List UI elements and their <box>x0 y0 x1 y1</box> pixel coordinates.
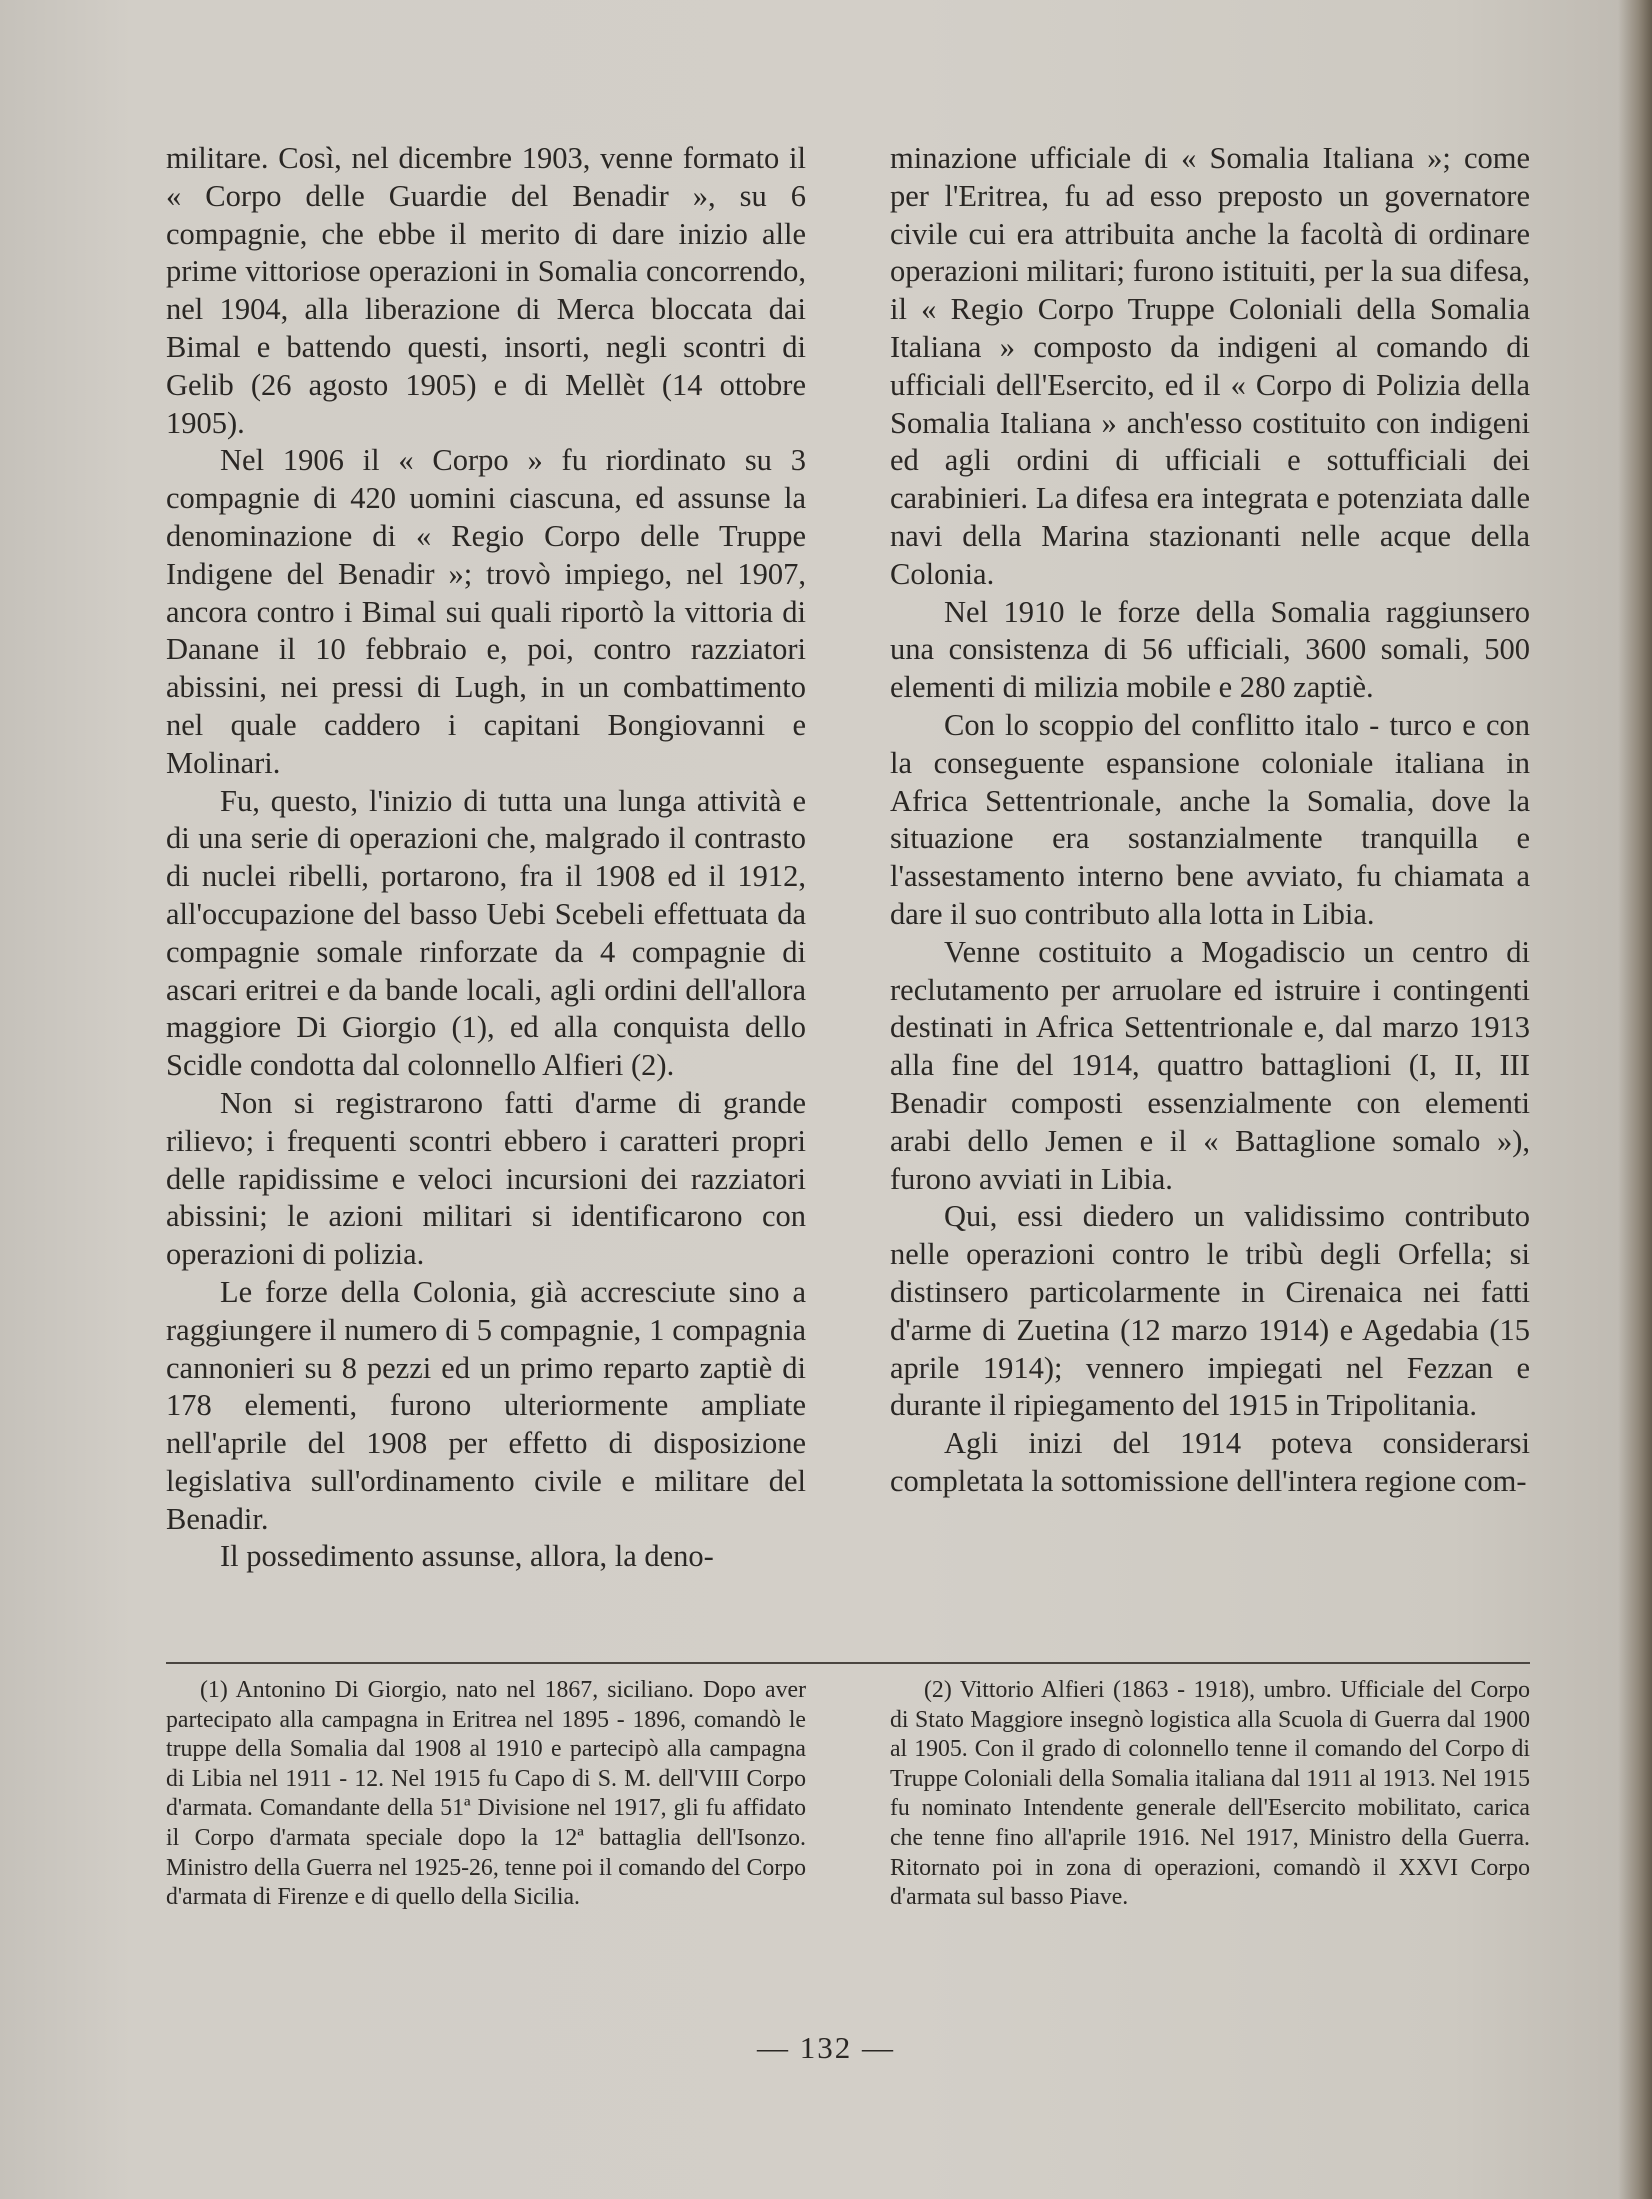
page-edge-shadow <box>1618 0 1652 2199</box>
paragraph: Il possedimento assunse, allora, la deno- <box>220 1539 714 1574</box>
paragraph: Le forze della Colonia, già accresciute sino a raggiungere il numero di 5 compagnie, 1 compagnia cannonieri su 8 pezzi ed un primo reparto zaptiè di 178 elementi, furono ulteriormente ampliate nell'aprile del 1908 per effetto di disposizione legislativa sull'ordinamento civile e militare del Benadir. <box>166 1274 806 1536</box>
paragraph: Nel 1910 le forze della Somalia raggiunsero una consistenza di 56 ufficiali, 3600 somali, 500 elementi di milizia mobile e 280 zaptiè. <box>890 594 1530 705</box>
paragraph: minazione ufficiale di « Somalia Italiana »; come per l'Eritrea, fu ad esso preposto un governatore civile cui era attribuita anche la facoltà di ordinare operazioni militari; furono istituiti, per la sua difesa, il « Regio Corpo Truppe Coloniali della Somalia Italiana » composto da indigeni al comando di ufficiali dell'Esercito, ed il « Corpo di Polizia della Somalia Italiana » anch'esso costituito con indigeni ed agli ordini di ufficiali e sottufficiali dei carabinieri. La difesa era integrata e potenziata dalle navi della Marina stazionanti nelle acque della Colonia. <box>890 141 1530 591</box>
paragraph: Con lo scoppio del conflitto italo - turco e con la conseguente espansione coloniale italiana in Africa Settentrionale, anche la Somalia, dove la situazione era sostanzialmente tranquilla e l'assestamento interno bene avviato, fu chiamata a dare il suo contributo alla lotta in Libia. <box>890 707 1530 931</box>
footnote-2 <box>890 1676 1530 1913</box>
paragraph: Non si registrarono fatti d'arme di grande rilievo; i frequenti scontri ebbero i caratteri propri delle rapidissime e veloci incursioni dei razziatori abissini; le azioni militari si identificarono con operazioni di polizia. <box>166 1085 806 1272</box>
page-number: — 132 — <box>757 2030 895 2065</box>
footnote-text: (1) Antonino Di Giorgio, nato nel 1867, siciliano. Dopo aver partecipato alla campagna in Eritrea nel 1895 - 1896, comandò le truppe della Somalia dal 1908 al 1910 e partecipò alla campagna di Libia nel 1911 - 12. Nel 1915 fu Capo di S. M. dell'VIII Corpo d'armata. Comandante della 51ª Divisione nel 1917, gli fu affidato il Corpo d'armata speciale dopo la 12ª battaglia dell'Isonzo. Ministro della Guerra nel 1925-26, tenne poi il comando del Corpo d'armata di Firenze e di quello della Sicilia. <box>166 1677 806 1911</box>
paragraph: Fu, questo, l'inizio di tutta una lunga attività e di una serie di operazioni che, malgrado il contrasto di nuclei ribelli, portarono, fra il 1908 ed il 1912, all'occupazione del basso Uebi Scebeli effettuata da compagnie somale rinforzate da 4 compagnie di ascari eritrei e da bande locali, agli ordini dell'allora maggiore Di Giorgio (1), ed alla conquista dello Scidle condotta dal colonnello Alfieri (2). <box>166 783 806 1083</box>
paragraph: Agli inizi del 1914 poteva considerarsi completata la sottomissione dell'intera regione com- <box>890 1426 1530 1498</box>
paragraph: Nel 1906 il « Corpo » fu riordinato su 3 compagnie di 420 uomini ciascuna, ed assunse la denominazione di « Regio Corpo delle Truppe Indigene del Benadir »; trovò impiego, nel 1907, ancora contro i Bimal sui quali riportò la vittoria di Danane il 10 febbraio e, poi, contro razziatori abissini, nei pressi di Lugh, in un combattimento nel quale caddero i capitani Bongiovanni e Molinari. <box>166 443 806 780</box>
right-text-column <box>890 140 1530 1501</box>
left-text-column <box>166 140 806 1576</box>
paragraph: Venne costituito a Mogadiscio un centro di reclutamento per arruolare ed istruire i contingenti destinati in Africa Settentrionale e, dal marzo 1913 alla fine del 1914, quattro battaglioni (I, II, III Benadir composti essenzialmente con elementi arabi dello Jemen e il « Battaglione somalo »), furono avviati in Libia. <box>890 934 1530 1196</box>
paragraph: militare. Così, nel dicembre 1903, venne formato il « Corpo delle Guardie del Benadir », su 6 compagnie, che ebbe il merito di dare inizio alle prime vittoriose operazioni in Somalia concorrendo, nel 1904, alla liberazione di Merca bloccata dai Bimal e battendo questi, insorti, negli scontri di Gelib (26 agosto 1905) e di Mellèt (14 ottobre 1905). <box>166 141 806 440</box>
footnote-1 <box>166 1676 806 1913</box>
footnote-divider <box>166 1662 1530 1664</box>
footnote-text: (2) Vittorio Alfieri (1863 - 1918), umbro. Ufficiale del Corpo di Stato Maggiore insegnò logistica alla Scuola di Guerra dal 1900 al 1905. Con il grado di colonnello tenne il comando del Corpo di Truppe Coloniali della Somalia italiana dal 1911 al 1913. Nel 1915 fu nominato Intendente generale dell'Esercito mobilitato, carica che tenne fino all'aprile 1916. Nel 1917, Ministro della Guerra. Ritornato poi in zona di operazioni, comandò il XXVI Corpo d'armata sul basso Piave. <box>890 1677 1530 1911</box>
paragraph: Qui, essi diedero un validissimo contributo nelle operazioni contro le tribù degli Orfella; si distinsero particolarmente in Cirenaica nei fatti d'arme di Zuetina (12 marzo 1914) e Agedabia (15 aprile 1914); vennero impiegati nel Fezzan e durante il ripiegamento del 1915 in Tripolitania. <box>890 1199 1530 1423</box>
